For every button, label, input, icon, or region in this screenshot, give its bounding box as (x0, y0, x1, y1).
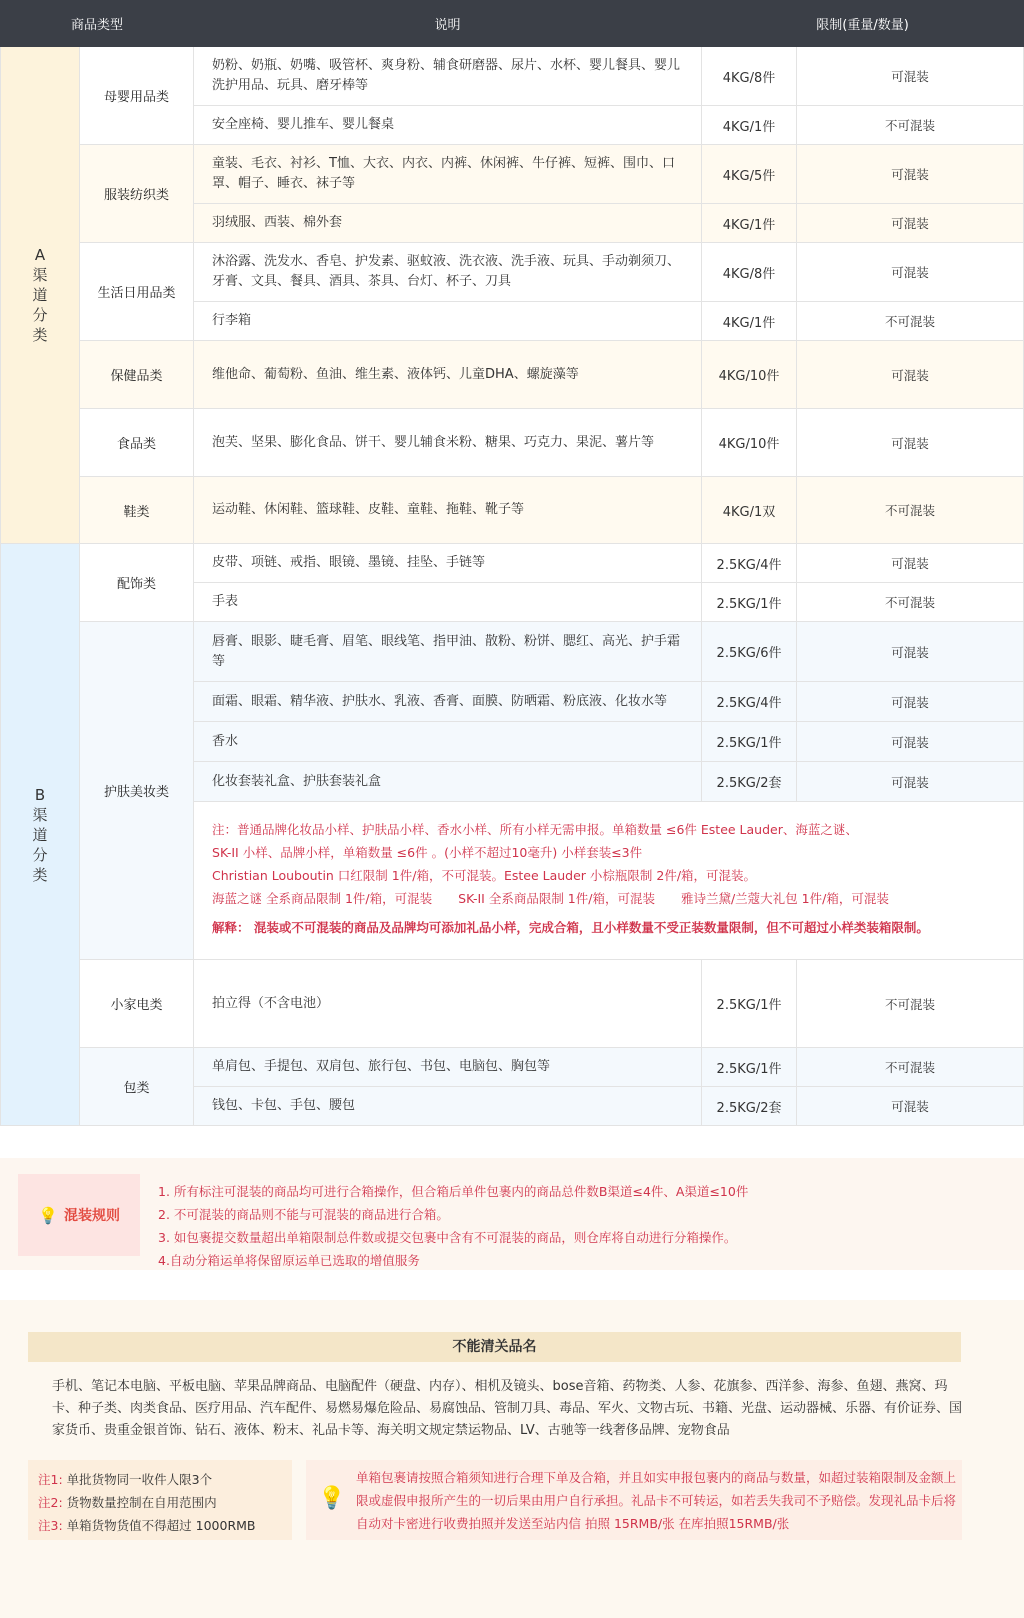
item-mix: 可混装 (797, 762, 1024, 802)
item-mix: 可混装 (797, 341, 1024, 409)
item-limit: 2.5KG/1件 (702, 722, 797, 762)
item-mix: 不可混装 (797, 477, 1024, 544)
category-label: 服装纺织类 (80, 145, 194, 243)
item-mix: 可混装 (797, 47, 1024, 106)
item-desc: 面霜、眼霜、精华液、护肤水、乳液、香膏、面膜、防晒霜、粉底液、化妆水等 (194, 682, 702, 722)
note-skii: SK-II 全系商品限制 1件/箱，可混装 (458, 891, 655, 906)
item-limit: 4KG/5件 (702, 145, 797, 204)
item-mix: 可混装 (797, 682, 1024, 722)
item-limit: 4KG/8件 (702, 47, 797, 106)
item-desc: 安全座椅、婴儿推车、婴儿餐桌 (194, 106, 702, 145)
category-label: 食品类 (80, 409, 194, 477)
cosmetics-note (194, 802, 1024, 960)
item-limit: 2.5KG/2套 (702, 1087, 797, 1126)
item-limit: 4KG/10件 (702, 409, 797, 477)
note-explain: 解释： 混装或不可混装的商品及品牌均可添加礼品小样，完成合箱，且小样数量不受正装数量限制，但不可超过小样类装箱限制。 (212, 920, 929, 935)
item-limit: 2.5KG/1件 (702, 1048, 797, 1087)
channel-a-label: A渠道分类 (1, 47, 80, 544)
item-limit: 2.5KG/1件 (702, 583, 797, 622)
table-row (1, 243, 1024, 302)
category-label: 生活日用品类 (80, 243, 194, 341)
category-label: 鞋类 (80, 477, 194, 544)
prohibited-section (0, 1300, 1024, 1618)
table-row (1, 1048, 1024, 1087)
item-limit: 4KG/1件 (702, 302, 797, 341)
item-limit: 4KG/8件 (702, 243, 797, 302)
item-mix: 不可混装 (797, 106, 1024, 145)
note-estee: 雅诗兰黛/兰蔻大礼包 1件/箱，可混装 (680, 891, 889, 906)
note-line: SK-II 小样、品牌小样，单箱数量 ≤6件 。(小样不超过10毫升) 小样套装≤3件 (212, 845, 643, 860)
item-limit: 4KG/1件 (702, 204, 797, 243)
mix-rules-title: 混装规则 (63, 1208, 120, 1224)
category-label: 小家电类 (80, 960, 194, 1048)
item-desc: 唇膏、眼影、睫毛膏、眉笔、眼线笔、指甲油、散粉、粉饼、腮红、高光、护手霜等 (194, 622, 702, 682)
item-desc: 奶粉、奶瓶、奶嘴、吸管杯、爽身粉、辅食研磨器、尿片、水杯、婴儿餐具、婴儿洗护用品、玩具、磨牙棒等 (194, 47, 702, 106)
item-desc: 运动鞋、休闲鞋、篮球鞋、皮鞋、童鞋、拖鞋、靴子等 (194, 477, 702, 544)
item-mix: 不可混装 (797, 960, 1024, 1048)
item-desc: 手表 (194, 583, 702, 622)
category-label: 保健品类 (80, 341, 194, 409)
table-row (1, 622, 1024, 682)
prohibited-title: 不能清关品名 (28, 1332, 961, 1362)
table-header (1, 1, 1024, 47)
table-row (1, 960, 1024, 1048)
item-limit: 2.5KG/4件 (702, 682, 797, 722)
header-desc: 说明 (194, 1, 702, 47)
item-limit: 2.5KG/1件 (702, 960, 797, 1048)
prohibited-list: 手机、笔记本电脑、平板电脑、苹果品牌商品、电脑配件（硬盘、内存）、相机及镜头、bose音箱、药物类、人参、花旗参、西洋参、海参、鱼翅、燕窝、玛卡、种子类、肉类食品、医疗用品、汽车配件、易燃易爆危险品、易腐蚀品、管制刀具、毒品、军火、文物古玩、书籍、光盘、运动器械、乐器、有价证券、国家货币、贵重金银首饰、钻石、液体、粉末、礼品卡等、海关明文规定禁运物品、LV、古驰等一线奢侈品牌、宠物食品 (52, 1379, 963, 1438)
header-type: 商品类型 (1, 1, 194, 47)
item-limit: 2.5KG/4件 (702, 544, 797, 583)
item-mix: 可混装 (797, 722, 1024, 762)
item-mix: 不可混装 (797, 1048, 1024, 1087)
item-desc: 羽绒服、西装、棉外套 (194, 204, 702, 243)
item-limit: 4KG/1双 (702, 477, 797, 544)
mix-rules-badge (18, 1174, 140, 1256)
item-mix: 不可混装 (797, 302, 1024, 341)
item-mix: 可混装 (797, 544, 1024, 583)
category-label: 配饰类 (80, 544, 194, 622)
item-limit: 4KG/10件 (702, 341, 797, 409)
category-label: 母婴用品类 (80, 47, 194, 145)
note-line: 注：普通品牌化妆品小样、护肤品小样、香水小样、所有小样无需申报。单箱数量 ≤6件 Estee Lauder、海蓝之谜、 (212, 822, 858, 837)
lightbulb-icon: 💡 (318, 1486, 346, 1511)
item-desc: 维他命、葡萄粉、鱼油、维生素、液体钙、儿童DHA、螺旋藻等 (194, 341, 702, 409)
item-mix: 可混装 (797, 243, 1024, 302)
item-desc: 泡芙、坚果、膨化食品、饼干、婴儿辅食米粉、糖果、巧克力、果泥、薯片等 (194, 409, 702, 477)
category-label: 包类 (80, 1048, 194, 1126)
item-desc: 化妆套装礼盒、护肤套装礼盒 (194, 762, 702, 802)
item-limit: 2.5KG/2套 (702, 762, 797, 802)
table-row (1, 544, 1024, 583)
note-lamer: 海蓝之谜 全系商品限制 1件/箱，可混装 (212, 891, 433, 906)
mix-rules-section (0, 1158, 1024, 1270)
header-limit: 限制(重量/数量) (702, 1, 1024, 47)
item-desc: 皮带、项链、戒指、眼镜、墨镜、挂坠、手链等 (194, 544, 702, 583)
lightbulb-icon: 💡 (38, 1205, 58, 1225)
table-row (1, 145, 1024, 204)
item-mix: 可混装 (797, 622, 1024, 682)
item-mix: 可混装 (797, 204, 1024, 243)
warning-text: 单箱包裹请按照合箱须知进行合理下单及合箱，并且如实申报包裹内的商品与数量，如超过装箱限制及金额上限或虚假申报所产生的一切后果由用户自行承担。礼品卡不可转运，如若丢失我司不予赔偿。发现礼品卡后将自动对卡密进行收费拍照并发送至站内信 拍照 15RMB/张 在库拍照15RMB/张 (356, 1470, 957, 1531)
table-row (1, 341, 1024, 409)
notes-box (28, 1460, 292, 1540)
note-line (212, 887, 1017, 910)
item-desc: 香水 (194, 722, 702, 762)
mix-rule-item: 2. 不可混装的商品则不能与可混装的商品进行合箱。 (158, 1207, 449, 1222)
mix-rule-item: 4.自动分箱运单将保留原运单已选取的增值服务 (158, 1253, 420, 1268)
note-line: Christian Louboutin 口红限制 1件/箱，不可混装。Estee Lauder 小棕瓶限制 2件/箱，可混装。 (212, 868, 757, 883)
item-desc: 沐浴露、洗发水、香皂、护发素、驱蚊液、洗衣液、洗手液、玩具、手动剃须刀、牙膏、文具、餐具、酒具、茶具、台灯、杯子、刀具 (194, 243, 702, 302)
note-item: 注2: 货物数量控制在自用范围内 (38, 1495, 217, 1510)
note-item: 注1: 单批货物同一收件人限3个 (38, 1472, 213, 1487)
item-limit: 4KG/1件 (702, 106, 797, 145)
item-desc: 拍立得（不含电池） (194, 960, 702, 1048)
item-limit: 2.5KG/6件 (702, 622, 797, 682)
table-row (1, 409, 1024, 477)
item-mix: 可混装 (797, 145, 1024, 204)
table-row (1, 47, 1024, 106)
category-label: 护肤美妆类 (80, 622, 194, 960)
channel-b-label: B渠道分类 (1, 544, 80, 1126)
table-row (1, 477, 1024, 544)
item-desc: 童装、毛衣、衬衫、T恤、大衣、内衣、内裤、休闲裤、牛仔裤、短裤、围巾、口罩、帽子、睡衣、袜子等 (194, 145, 702, 204)
warning-box (306, 1460, 962, 1540)
item-mix: 可混装 (797, 1087, 1024, 1126)
note-item: 注3: 单箱货物货值不得超过 1000RMB (38, 1518, 256, 1533)
item-desc: 行李箱 (194, 302, 702, 341)
item-desc: 钱包、卡包、手包、腰包 (194, 1087, 702, 1126)
item-desc: 单肩包、手提包、双肩包、旅行包、书包、电脑包、胸包等 (194, 1048, 702, 1087)
item-mix: 不可混装 (797, 583, 1024, 622)
mix-rule-item: 3. 如包裹提交数量超出单箱限制总件数或提交包裹中含有不可混装的商品，则仓库将自动进行分箱操作。 (158, 1230, 737, 1245)
mix-rules-list (158, 1180, 748, 1272)
item-mix: 可混装 (797, 409, 1024, 477)
mix-rule-item: 1. 所有标注可混装的商品均可进行合箱操作，但合箱后单件包裹内的商品总件数B渠道≤4件、A渠道≤10件 (158, 1184, 749, 1199)
